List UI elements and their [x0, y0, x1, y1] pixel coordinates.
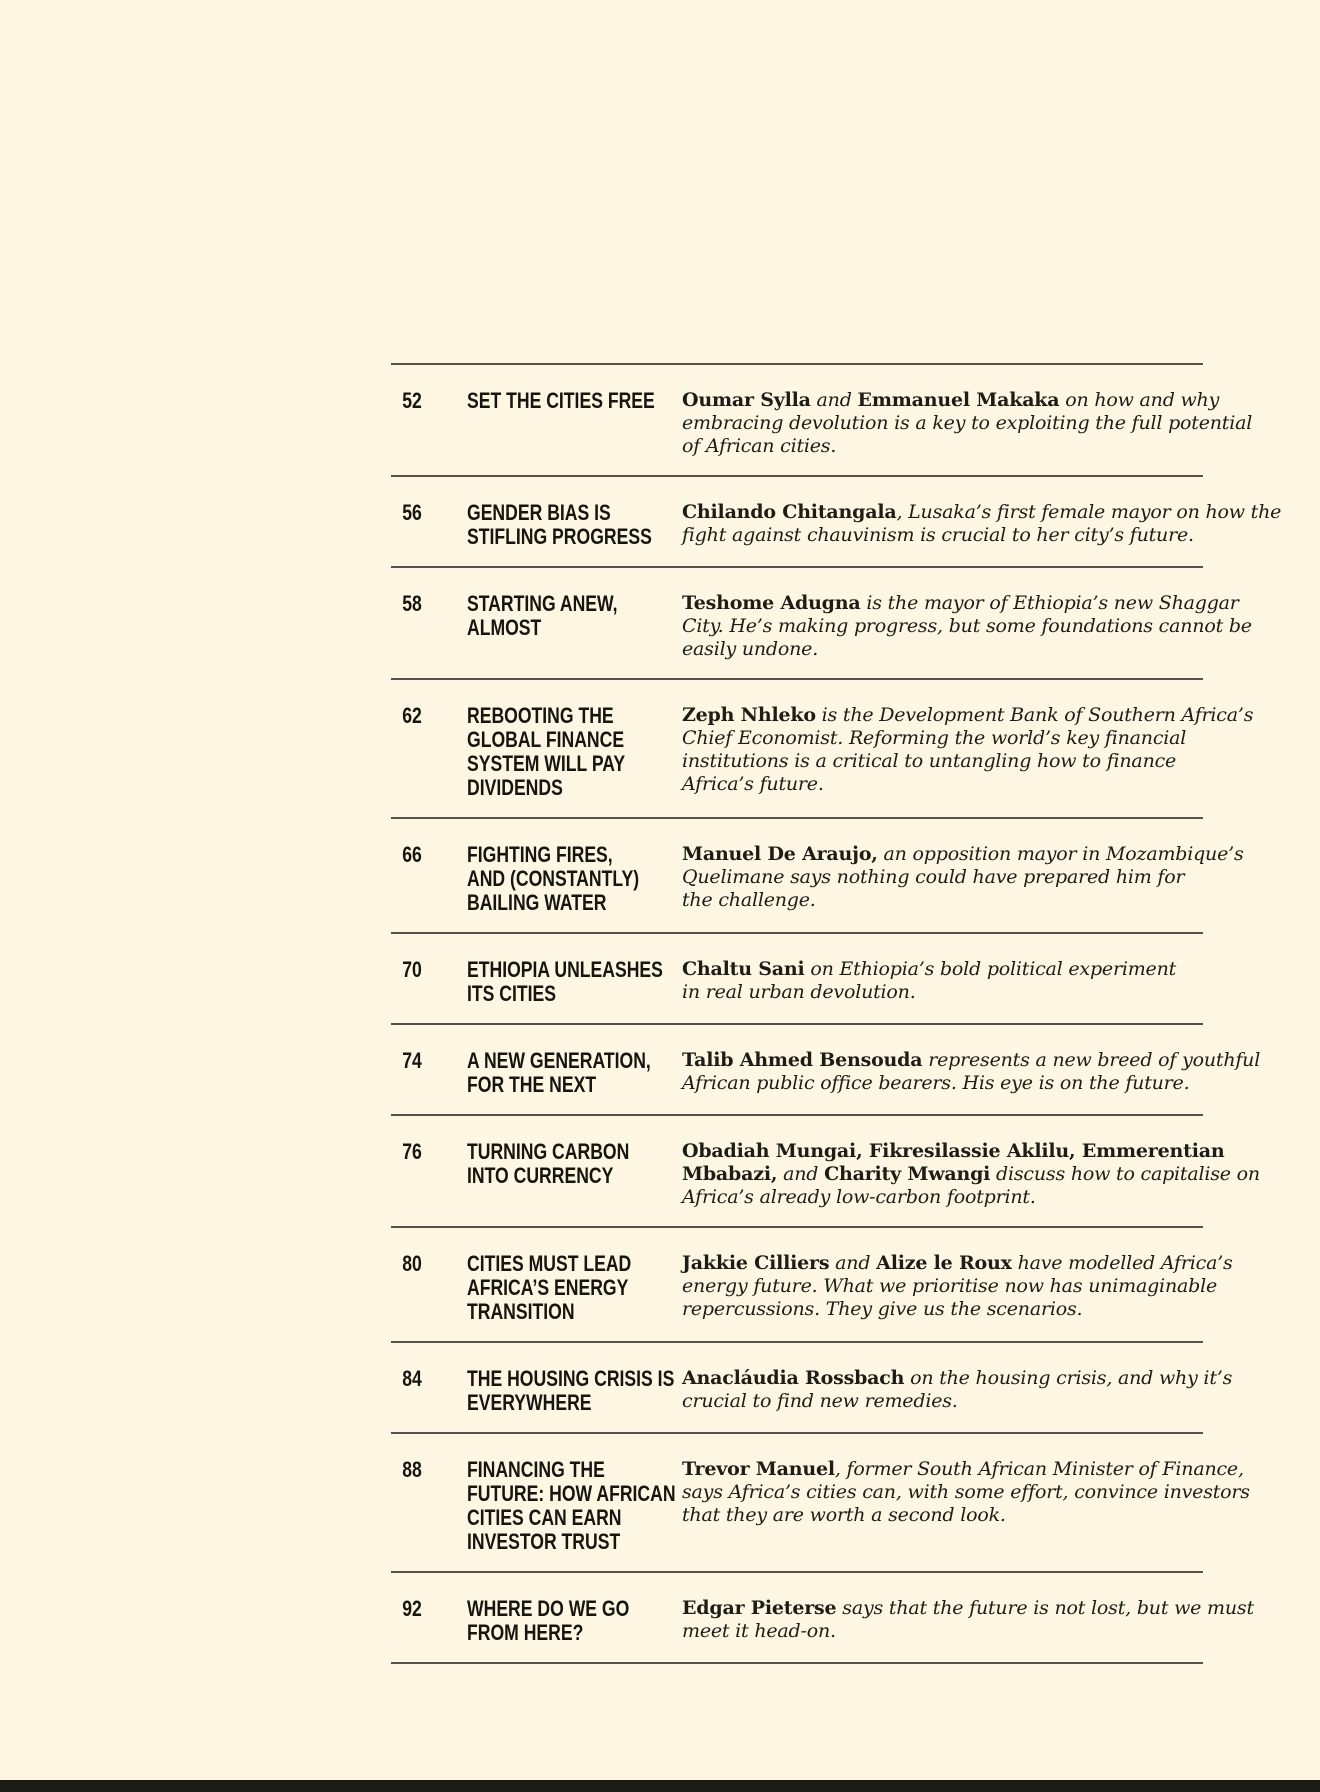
toc-row — [391, 932, 1203, 1023]
toc-row — [391, 566, 1252, 678]
article-title: STARTING ANEW, ALMOST — [467, 591, 618, 640]
toc-row — [391, 678, 1254, 817]
page-number: 74 — [402, 1048, 422, 1073]
page-number: 58 — [402, 591, 422, 616]
article-description: Talib Ahmed Bensouda represents a new breed of youthful African public office bearers. His eye is on the future. — [682, 1049, 1261, 1094]
page-number: 62 — [402, 703, 422, 728]
article-description: Chaltu Sani on Ethiopia’s bold political experiment in real urban devolution. — [682, 958, 1177, 1003]
toc-row — [391, 817, 1244, 932]
article-description: Teshome Adugna is the mayor of Ethiopia’s new Shaggar City. He’s making progress, but some foundations cannot be easily undone. — [682, 592, 1252, 660]
article-title: WHERE DO WE GO FROM HERE? — [467, 1596, 630, 1645]
article-title: CITIES MUST LEAD AFRICA’S ENERGY TRANSITION — [467, 1251, 632, 1324]
toc-row — [391, 1341, 1233, 1432]
toc-row — [391, 363, 1253, 475]
article-description: Oumar Sylla and Emmanuel Makaka on how and why embracing devolution is a key to exploiting the full potential of African cities. — [682, 389, 1253, 457]
article-description: Edgar Pieterse says that the future is not lost, but we must meet it head-on. — [682, 1597, 1254, 1642]
page-number: 88 — [402, 1457, 422, 1482]
article-title: THE HOUSING CRISIS IS EVERYWHERE — [467, 1366, 675, 1415]
page-number: 92 — [402, 1596, 422, 1621]
page-number: 80 — [402, 1251, 422, 1276]
table-of-contents — [391, 363, 1282, 1664]
article-title: GENDER BIAS IS STIFLING PROGRESS — [467, 500, 652, 549]
toc-row — [391, 475, 1282, 566]
page-number: 56 — [402, 500, 422, 525]
article-title: FIGHTING FIRES, AND (CONSTANTLY) BAILING WATER — [467, 842, 640, 915]
article-description: Manuel De Araujo, an opposition mayor in Mozambique’s Quelimane says nothing could have prepared him for the challenge. — [682, 843, 1244, 911]
article-description: Obadiah Mungai, Fikresilassie Aklilu, Emmerentian Mbabazi, and Charity Mwangi discuss how to capitalise on Africa’s already low-carbon footprint. — [682, 1140, 1260, 1208]
article-title: TURNING CARBON INTO CURRENCY — [467, 1139, 630, 1188]
article-title: SET THE CITIES FREE — [467, 388, 655, 413]
toc-row — [391, 1432, 1250, 1571]
toc-row — [391, 1571, 1254, 1662]
article-title: ETHIOPIA UNLEASHES ITS CITIES — [467, 957, 663, 1006]
article-description: Trevor Manuel, former South African Minister of Finance, says Africa’s cities can, with some effort, convince investors that they are worth a second look. — [682, 1458, 1250, 1526]
article-description: Anacláudia Rossbach on the housing crisis, and why it’s crucial to find new remedies. — [682, 1367, 1233, 1412]
bottom-edge-bar — [0, 1780, 1320, 1792]
page-number: 84 — [402, 1366, 422, 1391]
toc-row — [391, 1023, 1261, 1114]
page-number: 52 — [402, 388, 422, 413]
article-title: REBOOTING THE GLOBAL FINANCE SYSTEM WILL PAY DIVIDENDS — [467, 703, 626, 800]
article-description: Zeph Nhleko is the Development Bank of Southern Africa’s Chief Economist. Reforming the world’s key financial institutions is a critical to untangling how to finance Africa’s future. — [682, 704, 1254, 795]
toc-row — [391, 1114, 1260, 1226]
page-number: 66 — [402, 842, 422, 867]
page-number: 70 — [402, 957, 422, 982]
article-title: FINANCING THE FUTURE: HOW AFRICAN CITIES CAN EARN INVESTOR TRUST — [467, 1457, 676, 1554]
toc-row — [391, 1226, 1233, 1341]
article-title: A NEW GENERATION, FOR THE NEXT — [467, 1048, 651, 1097]
page-number: 76 — [402, 1139, 422, 1164]
article-description: Jakkie Cilliers and Alize le Roux have modelled Africa’s energy future. What we prioritise now has unimaginable repercussions. They give us the scenarios. — [682, 1252, 1233, 1320]
article-description: Chilando Chitangala, Lusaka’s first female mayor on how the fight against chauvinism is crucial to her city’s future. — [682, 501, 1282, 546]
